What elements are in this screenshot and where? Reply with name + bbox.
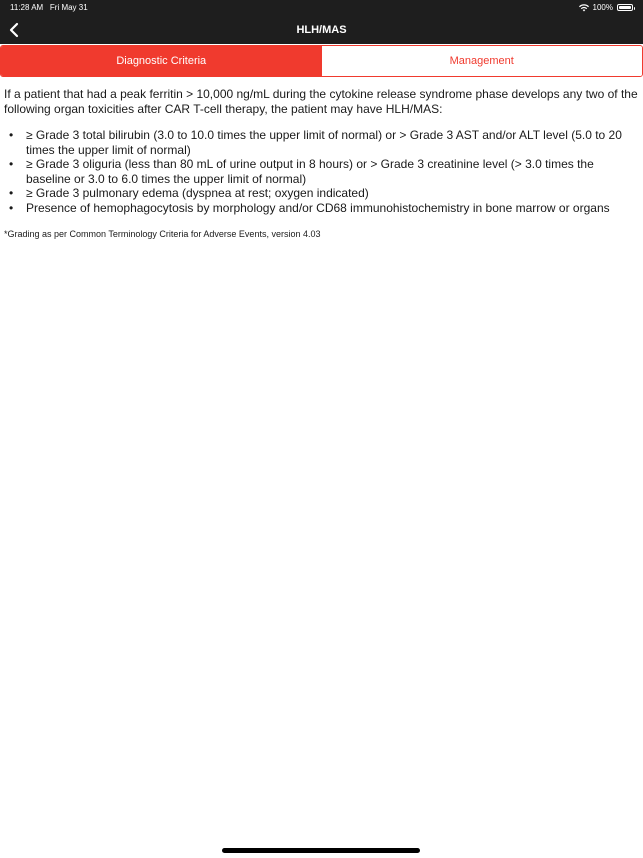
criteria-list xyxy=(4,128,639,215)
bullet: • xyxy=(9,200,14,215)
tab-management[interactable]: Management xyxy=(322,46,643,76)
status-clock: 11:28 AM xyxy=(10,3,44,12)
criterion-text: ≥ Grade 3 pulmonary edema (dyspnea at rest; oxygen indicated) xyxy=(26,186,369,200)
home-indicator[interactable] xyxy=(222,848,420,853)
wifi-icon xyxy=(579,4,589,12)
status-indicators xyxy=(579,3,633,12)
battery-percent: 100% xyxy=(592,3,613,12)
battery-icon xyxy=(617,4,633,11)
criteria-content xyxy=(4,87,639,240)
list-item xyxy=(4,128,639,157)
status-time xyxy=(10,3,88,12)
criterion-text: ≥ Grade 3 total bilirubin (3.0 to 10.0 times the upper limit of normal) or > Grade 3 AST and/or ALT level (5.0 to 20 times the upper limit of normal) xyxy=(26,128,622,157)
criterion-text: Presence of hemophagocytosis by morphology and/or CD68 immunohistochemistry in bone marrow or organs xyxy=(26,200,610,215)
segmented-control xyxy=(0,45,643,77)
list-item xyxy=(4,186,639,201)
intro-text: If a patient that had a peak ferritin > 10,000 ng/mL during the cytokine release syndrome phase develops any two of the following organ toxicities after CAR T-cell therapy, the patient may have HLH/MAS: xyxy=(4,87,638,116)
bullet: • xyxy=(9,128,14,142)
status-date: Fri May 31 xyxy=(49,3,88,12)
tab-diagnostic-criteria[interactable]: Diagnostic Criteria xyxy=(1,46,322,76)
bullet: • xyxy=(9,157,14,171)
nav-bar xyxy=(0,16,643,44)
criterion-text: ≥ Grade 3 oliguria (less than 80 mL of urine output in 8 hours) or > Grade 3 creatinine level (> 3.0 times the baseline or 3.0 to 6.0 times the upper limit of normal) xyxy=(26,157,594,186)
status-bar xyxy=(0,0,643,16)
footnote: *Grading as per Common Terminology Criteria for Adverse Events, version 4.03 xyxy=(4,229,321,239)
list-item xyxy=(4,201,639,216)
bullet: • xyxy=(9,186,14,200)
page-title: HLH/MAS xyxy=(296,24,347,36)
top-bar xyxy=(0,0,643,44)
list-item xyxy=(4,157,639,186)
